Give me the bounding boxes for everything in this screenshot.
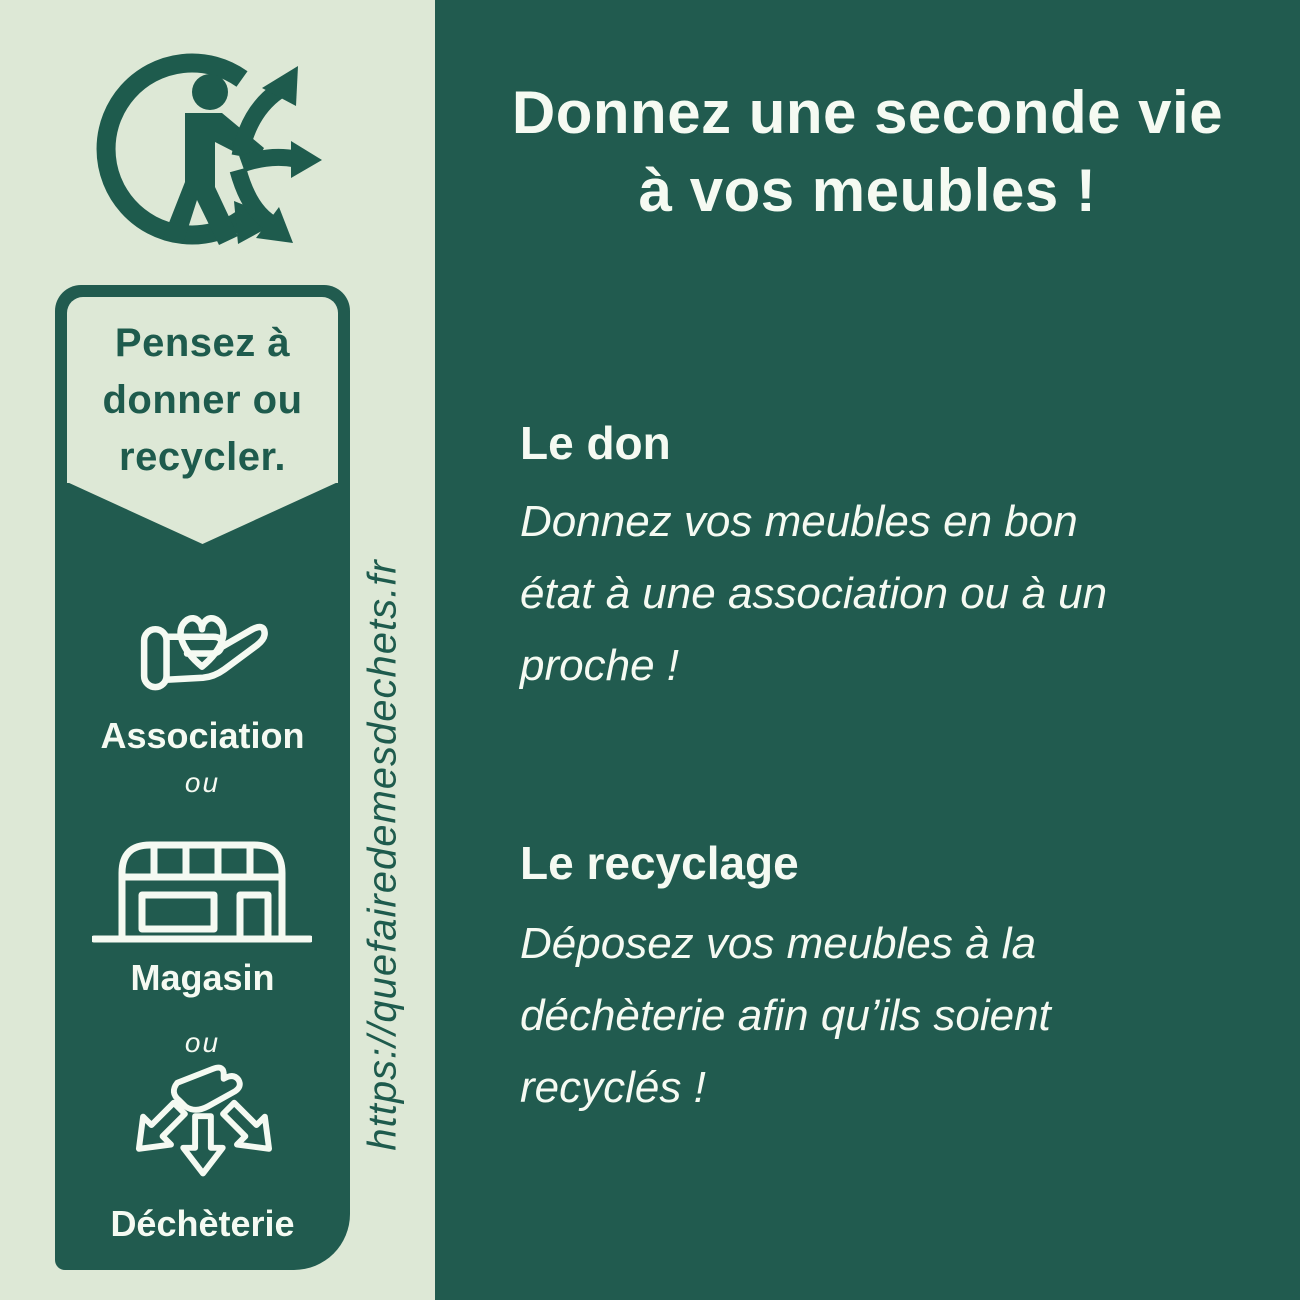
store-icon xyxy=(92,835,312,947)
recyclage-body-line-1: Déposez vos meubles à la xyxy=(520,919,1037,968)
page-title xyxy=(435,74,1300,230)
badge-chevron xyxy=(67,482,338,544)
separator-ou-2: ou xyxy=(184,1027,221,1058)
don-body-line-3: proche ! xyxy=(520,641,679,690)
left-column xyxy=(0,0,435,1300)
badge-line-2: donner ou xyxy=(102,378,303,422)
waste-drop-arrows-icon xyxy=(127,1063,277,1201)
separator-ou-1: ou xyxy=(184,767,221,798)
badge-line-3: recycler. xyxy=(119,435,286,479)
title-line-1: Donnez une seconde vie xyxy=(511,79,1224,146)
section-heading-don: Le don xyxy=(520,417,671,469)
title-line-2: à vos meubles ! xyxy=(638,157,1097,224)
section-body-don xyxy=(520,486,1280,702)
heart-in-hand-icon xyxy=(127,577,277,717)
section-heading-recyclage: Le recyclage xyxy=(520,837,799,889)
option-label-decheterie: Déchèterie xyxy=(110,1203,295,1244)
recyclage-body-line-3: recyclés ! xyxy=(520,1063,706,1112)
recyclage-body-line-2: déchèterie afin qu’ils soient xyxy=(520,991,1051,1040)
don-body-line-1: Donnez vos meubles en bon xyxy=(520,497,1078,546)
section-body-recyclage xyxy=(520,908,1280,1124)
option-label-magasin: Magasin xyxy=(130,957,275,998)
ribbon-banner xyxy=(55,285,350,1270)
website-url[interactable]: https://quefairedemesdechets.fr xyxy=(360,559,405,1151)
badge-line-1: Pensez à xyxy=(114,321,291,365)
triman-recycling-icon xyxy=(88,42,323,260)
don-body-line-2: état à une association ou à un xyxy=(520,569,1108,618)
option-label-association: Association xyxy=(100,715,305,756)
badge-text xyxy=(55,315,350,486)
content-panel xyxy=(435,0,1300,1300)
